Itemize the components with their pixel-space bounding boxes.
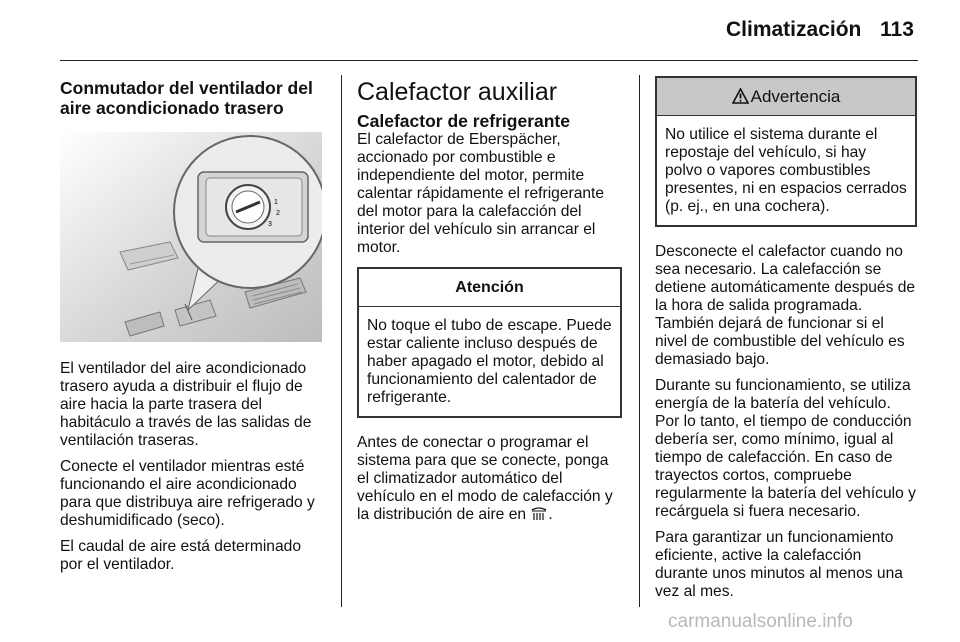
rear-ac-fan-switch-illustration (60, 132, 322, 342)
dial-mark-2: 2 (276, 210, 280, 217)
caution-box (357, 267, 622, 418)
air-distribution-windscreen-icon (530, 507, 548, 522)
warning-triangle-icon (732, 88, 749, 104)
section-heading-rear-fan: Conmutador del ventilador del aire acondicionado trasero (60, 78, 313, 118)
warning-heading-text: Advertencia (750, 87, 841, 106)
subsection-title-coolant-heater: Calefactor de refrigerante (357, 111, 570, 131)
warning-heading (657, 78, 915, 116)
paragraph: El ventilador del aire acondicionado trasero ayuda a distribuir el flujo de aire hacia la parte trasera del habitáculo a través de las salidas de ventilación traseras. (60, 360, 312, 449)
dial-mark-3: 3 (268, 221, 272, 228)
watermark: carmanualsonline.info (668, 611, 853, 632)
column-divider-1 (341, 75, 342, 607)
page-number: 113 (880, 18, 914, 41)
paragraph: Desconecte el calefactor cuando no sea necesario. La calefacción se detiene automáticamente después de la hora de salida programada. También dejará de funcionar si el nivel de combustible del vehículo es demasiado bajo. (655, 243, 916, 368)
paragraph (357, 434, 622, 524)
page-header-title: Climatización (726, 18, 862, 41)
paragraph: El caudal de aire está determinado por el ventilador. (60, 538, 301, 573)
paragraph-text: Antes de conectar o programar el sistema para que se conecte, ponga el climatizador automático del vehículo en el modo de calefacción y la distribución de aire en (357, 434, 613, 523)
column-3 (655, 78, 917, 609)
warning-box (655, 76, 917, 227)
dial-mark-1: 1 (274, 199, 278, 206)
column-1 (60, 78, 325, 582)
caution-heading: Atención (359, 269, 620, 307)
section-title-auxiliary-heater: Calefactor auxiliar (357, 78, 558, 106)
paragraph-end: . (548, 506, 553, 523)
caution-body: No toque el tubo de escape. Puede estar caliente incluso después de haber apagado el motor, debido al funcionamiento del calentador de refrigerante. (367, 317, 612, 406)
paragraph: Conecte el ventilador mientras esté funcionando el aire acondicionado para que distribuya aire refrigerado y deshumidificado (seco). (60, 458, 315, 529)
warning-body: No utilice el sistema durante el repostaje del vehículo, si hay polvo o vapores combustibles presentes, ni en espacios cerrados (p. ej., en una cochera). (665, 126, 907, 215)
column-2 (357, 78, 622, 532)
header-divider (60, 60, 918, 61)
paragraph: Durante su funcionamiento, se utiliza energía de la batería del vehículo. Por lo tanto, el tiempo de conducción debería ser, como mínimo, igual al tiempo de calefacción. En caso de trayectos cortos, compruebe regularmente la batería del vehículo y recárguela si fuera necesario. (655, 377, 916, 520)
paragraph: Para garantizar un funcionamiento eficiente, active la calefacción durante unos minutos al menos una vez al mes. (655, 529, 903, 600)
paragraph: El calefactor de Eberspächer, accionado por combustible e independiente del motor, permite calentar rápidamente el refrigerante del motor para la calefacción del interior del vehículo sin arrancar el motor. (357, 131, 605, 256)
column-divider-2 (639, 75, 640, 607)
